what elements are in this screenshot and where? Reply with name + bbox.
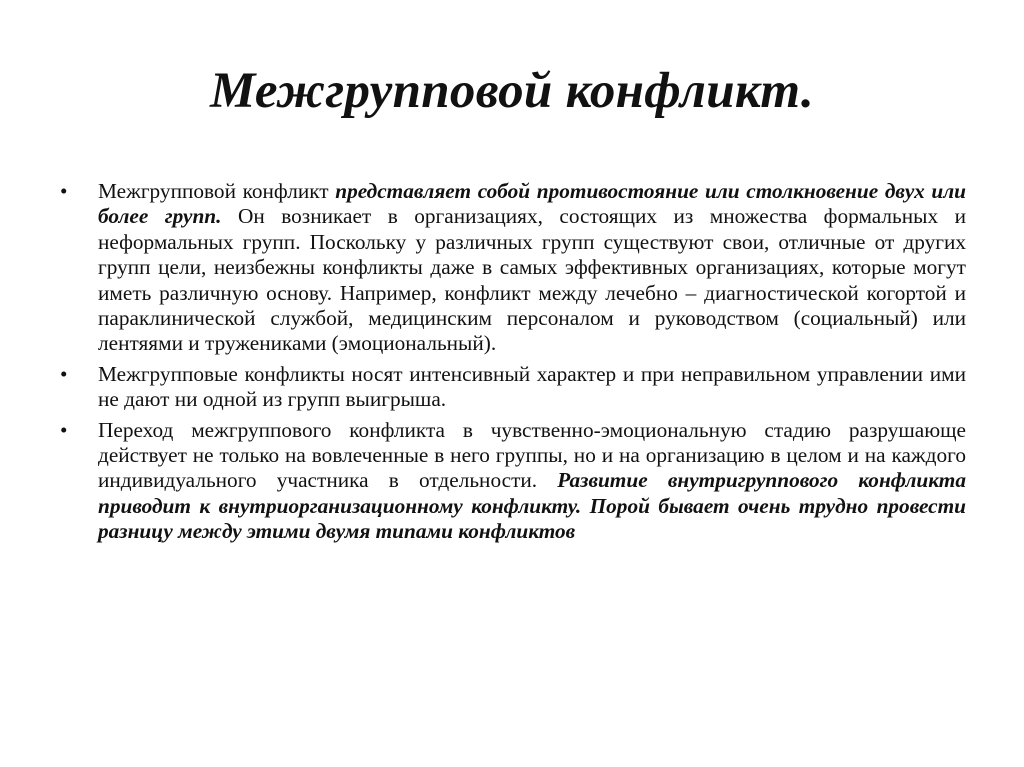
emphasized-definition: представляет собой противостояние или столкновение двух или более групп. [98, 179, 966, 229]
bullet-icon: • [60, 417, 68, 442]
text: Переход межгруппового конфликта в чувственно-эмоциональную стадию разрушающе действует не только на вовлеченные в него группы, но и на организацию в целом и на каждого индивидуального участника в отдельности. [98, 417, 966, 493]
text: Межгрупповой конфликт [98, 179, 336, 203]
bullet-item-2 [60, 362, 966, 413]
bullet-item-1 [60, 179, 966, 357]
text: Он возникает в организациях, состоящих из множества формальных и неформальных групп. Поскольку у различных групп существуют свои, отличные от других групп цели, неизбежны конфликты даже в самых эффективных организациях, которые могут иметь различную основу. Например, конфликт между лечебно – диагностической когортой и параклинической службой, медицинским персоналом и руководством (социальный) или лентяями и тружениками (эмоциональный). [98, 204, 966, 356]
bullet-list [60, 179, 966, 550]
emphasized-conclusion: Развитие внутригруппового конфликта приводит к внутриорганизационному конфликту. Порой бывает очень трудно провести разницу между этими двумя типами конфликтов [98, 468, 966, 544]
bullet-item-3 [60, 418, 966, 545]
text: Межгрупповые конфликты носят интенсивный характер и при неправильном управлении ими не дают ни одной из групп выигрыша. [98, 361, 966, 412]
bullet-icon: • [60, 179, 68, 203]
bullet-icon: • [60, 361, 68, 386]
slide-title: Межгрупповой конфликт. [209, 63, 815, 119]
